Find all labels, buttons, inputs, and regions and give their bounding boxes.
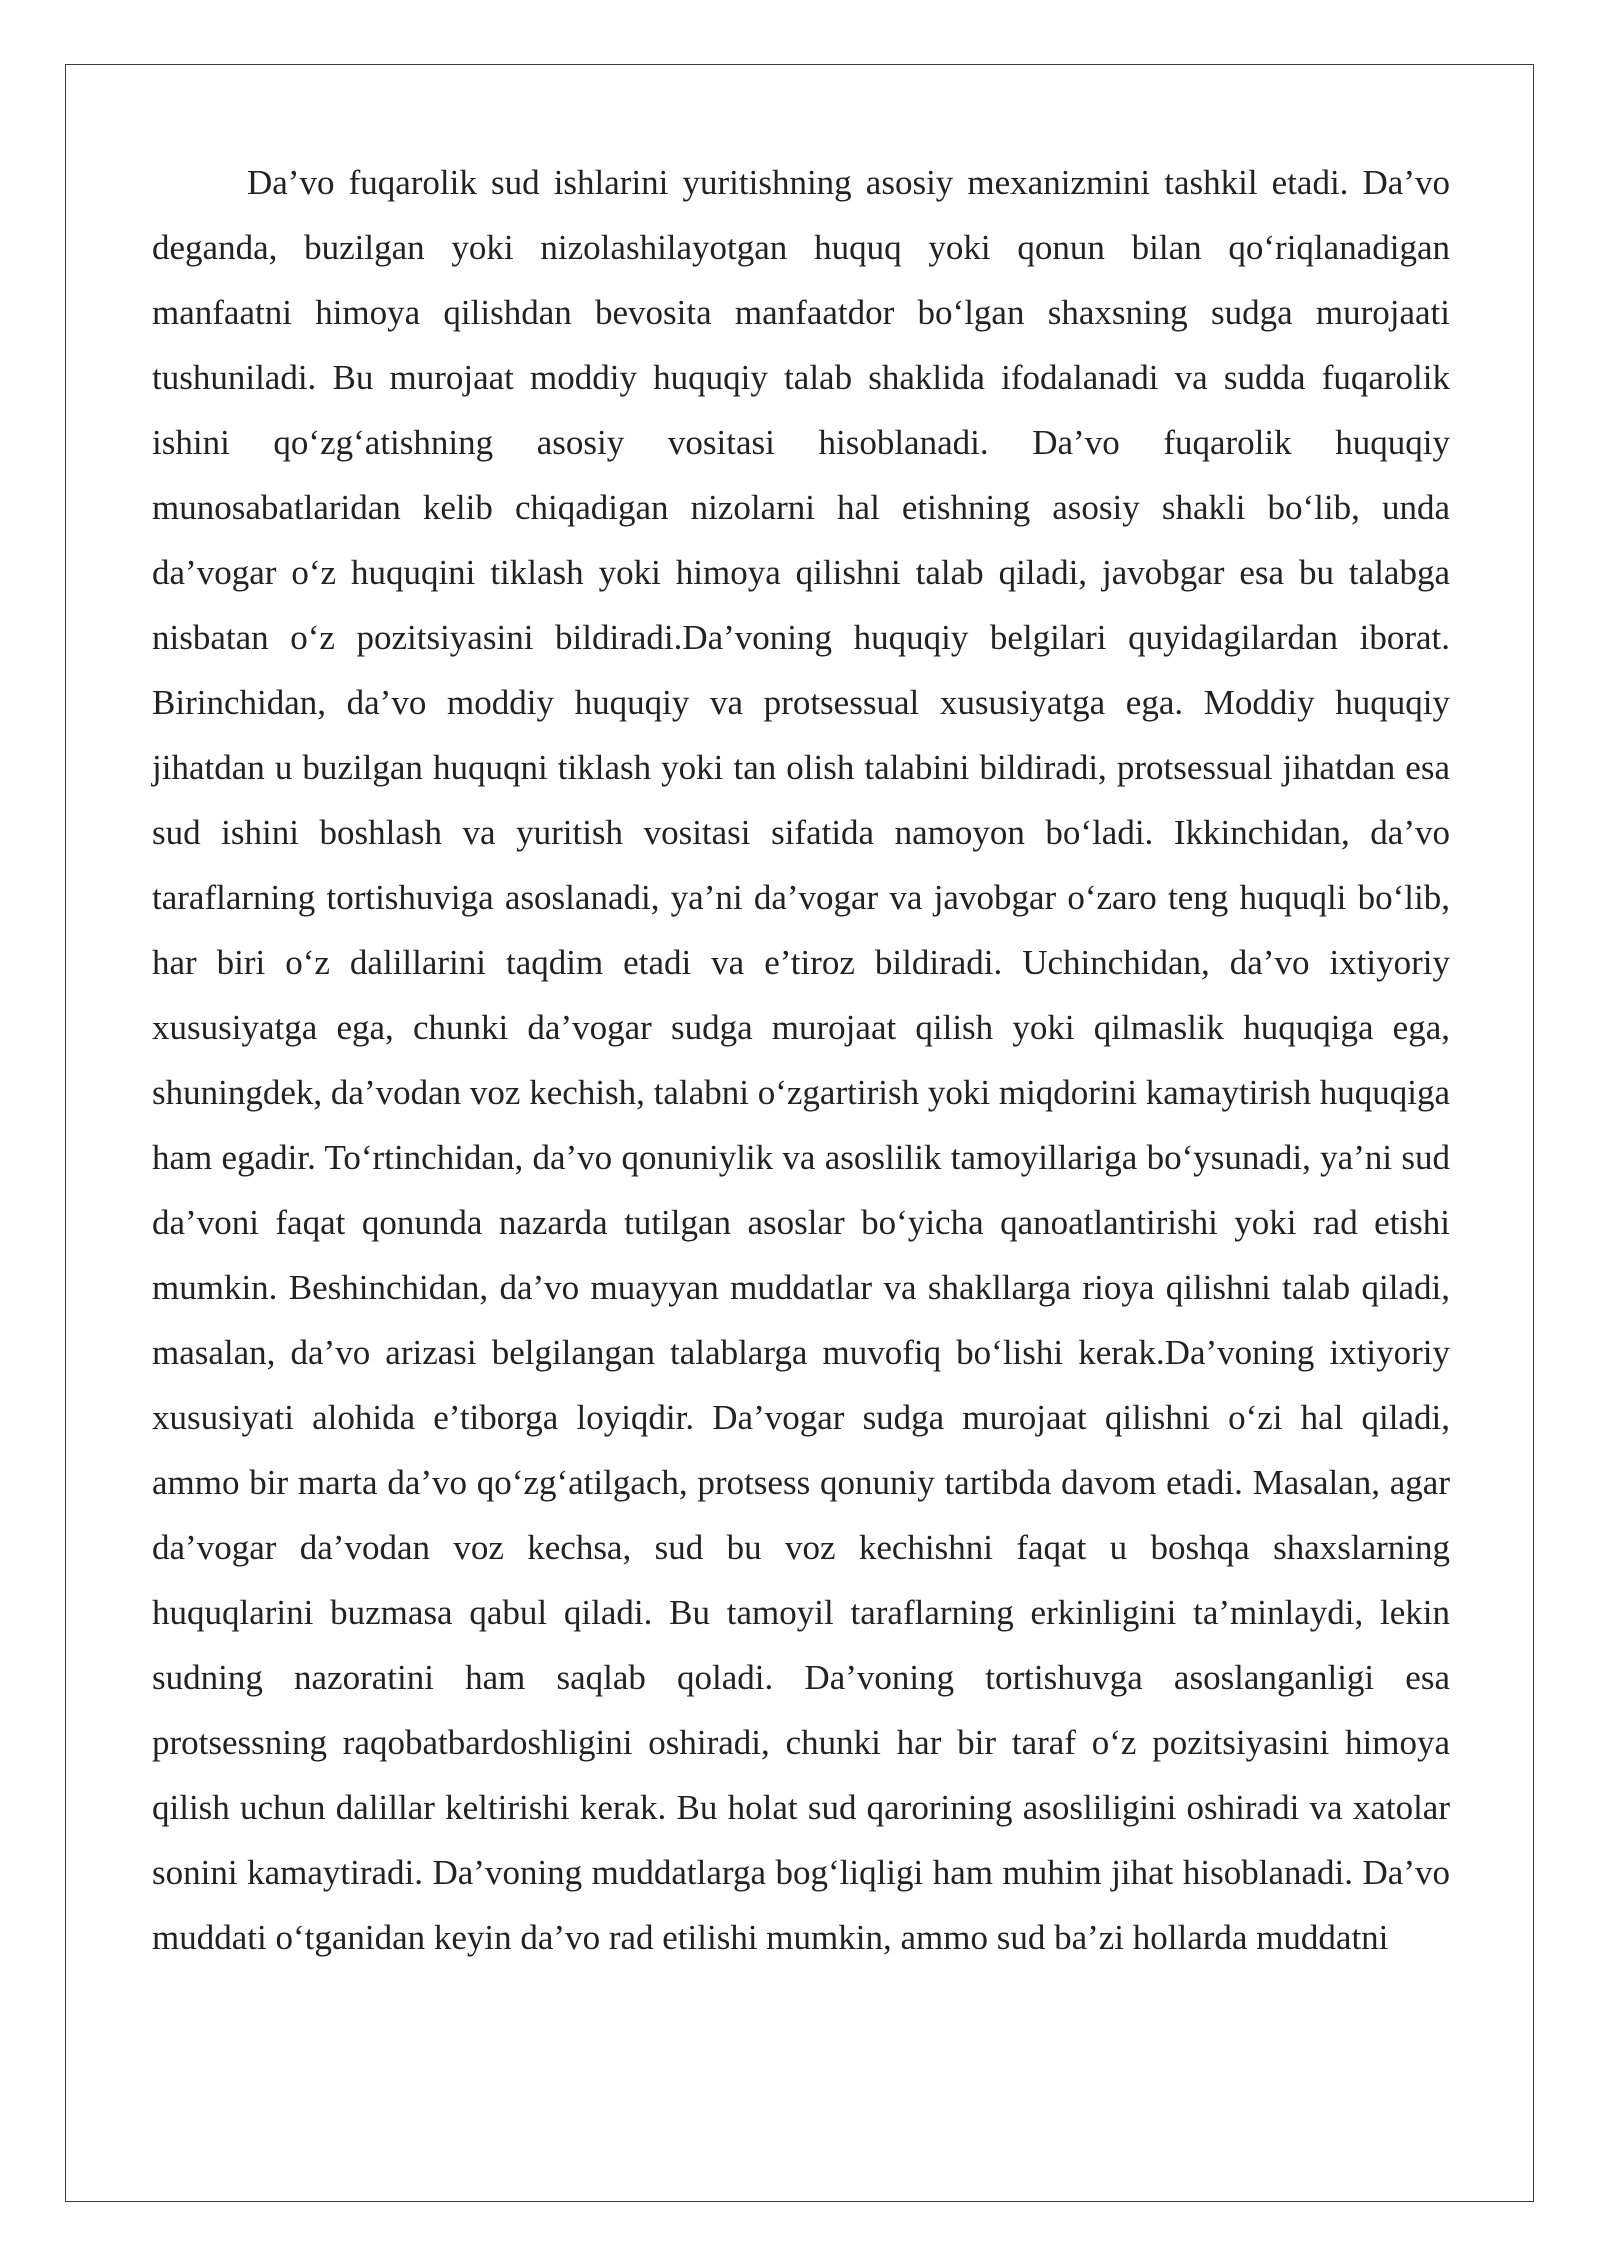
body-paragraph: Da’vo fuqarolik sud ishlarini yuritishning asosiy mexanizmini tashkil etadi. Da’vo deganda, buzilgan yoki nizolashilayotgan huquq yoki qonun bilan qo‘riqlanadigan manfaatni himoya qilishdan bevosita manfaatdor bo‘lgan shaxsning sudga murojaati tushuniladi. Bu murojaat moddiy huquqiy talab shaklida ifodalanadi va sudda fuqarolik ishini qo‘zg‘atishning asosiy vositasi hisoblanadi. Da’vo fuqarolik huquqiy munosabatlaridan kelib chiqadigan nizolarni hal etishning asosiy shakli bo‘lib, unda da’vogar o‘z huquqini tiklash yoki himoya qilishni talab qiladi, javobgar esa bu talabga nisbatan o‘z pozitsiyasini bildiradi.Da’voning huquqiy belgilari quyidagilardan iborat. Birinchidan, da’vo moddiy huquqiy va protsessual xususiyatga ega. Moddiy huquqiy jihatdan u buzilgan huquqni tiklash yoki tan olish talabini bildiradi, protsessual jihatdan esa sud ishini boshlash va yuritish vositasi sifatida namoyon bo‘ladi. Ikkinchidan, da’vo taraflarning tortishuviga asoslanadi, ya’ni da’vogar va javobgar o‘zaro teng huquqli bo‘lib, har biri o‘z dalillarini taqdim etadi va e’tiroz bildiradi. Uchinchidan, da’vo ixtiyoriy xususiyatga ega, chunki da’vogar sudga murojaat qilish yoki qilmaslik huquqiga ega, shuningdek, da’vodan voz kechish, talabni o‘zgartirish yoki miqdorini kamaytirish huquqiga ham egadir. To‘rtinchidan, da’vo qonuniylik va asoslilik tamoyillariga bo‘ysunadi, ya’ni sud da’voni faqat qonunda nazarda tutilgan asoslar bo‘yicha qanoatlantirishi yoki rad etishi mumkin. Beshinchidan, da’vo muayyan muddatlar va shakllarga rioya qilishni talab qiladi, masalan, da’vo arizasi belgilangan talablarga muvofiq bo‘lishi kerak.Da’voning ixtiyoriy xususiyati alohida e’tiborga loyiqdir. Da’vogar sudga murojaat qilishni o‘zi hal qiladi, ammo bir marta da’vo qo‘zg‘atilgach, protsess qonuniy tartibda davom etadi. Masalan, agar da’vogar da’vodan voz kechsa, sud bu voz kechishni faqat u boshqa shaxslarning huquqlarini buzmasa qabul qiladi. Bu tamoyil taraflarning erkinligini ta’minlaydi, lekin sudning nazoratini ham saqlab qoladi. Da’voning tortishuvga asoslanganligi esa protsessning raqobatbardoshligini oshiradi, chunki har bir taraf o‘z pozitsiyasini himoya qilish uchun dalillar keltirishi kerak. Bu holat sud qarorining asosliligini oshiradi va xatolar sonini kamaytiradi. Da’voning muddatlarga bog‘liqligi ham muhim jihat hisoblanadi. Da’vo muddati o‘tganidan keyin da’vo rad etilishi mumkin, ammo sud ba’zi hollarda muddatni xyxy=(152,163,1450,1957)
